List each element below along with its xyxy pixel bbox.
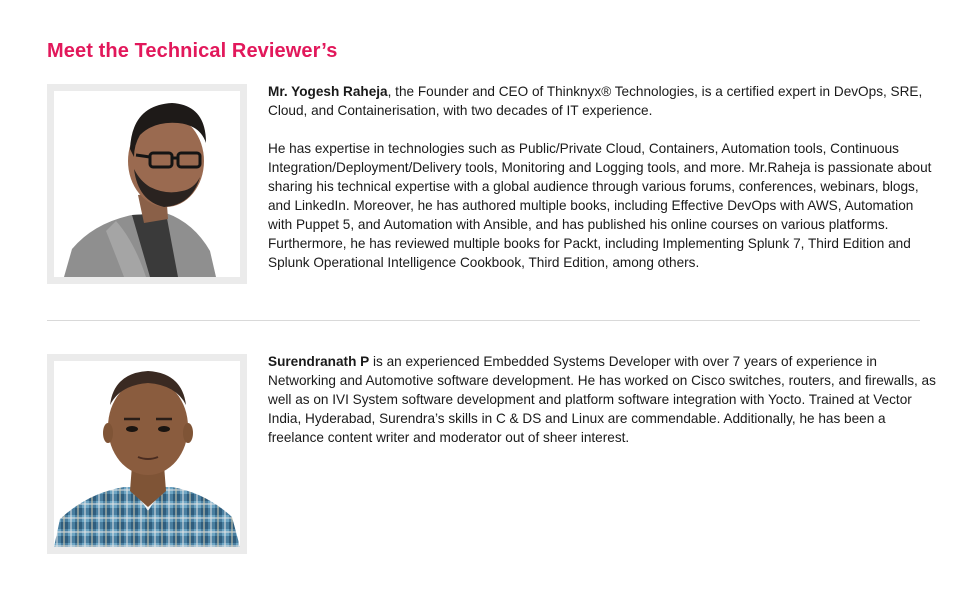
bio-paragraph xyxy=(268,82,940,120)
reviewer-name: Mr. Yogesh Raheja xyxy=(268,84,388,99)
reviewer-photo-frame xyxy=(47,354,247,554)
reviewer-bio xyxy=(268,82,940,291)
section-divider xyxy=(47,320,920,321)
reviewer-photo-yogesh xyxy=(54,91,240,277)
bio-paragraph: He has expertise in technologies such as Public/Private Cloud, Containers, Automation tools, Continuous Integration/Deployment/Delivery tools, Monitoring and Logging tools, and more. Mr.Raheja is passionate about sharing his technical expertise with a global audience through various forums, conferences, webinars, blogs, and LinkedIn. Moreover, he has authored multiple books, including Effective DevOps with AWS, Automation with Puppet 5, and Automation with Ansible, and has published his online courses on various platforms. Furthermore, he has reviewed multiple books for Packt, including Implementing Splunk 7, Third Edition and Splunk Operational Intelligence Cookbook, Third Edition, among others. xyxy=(268,141,932,270)
reviewer-photo-surendranath xyxy=(54,361,240,547)
reviewer-bio xyxy=(268,352,940,466)
bio-intro: is an experienced Embedded Systems Developer with over 7 years of experience in Networking and Automotive software development. He has worked on Cisco switches, routers, and firewalls, as well as on IVI System software development and platform software integration with Yocto. Trained at Vector India, Hyderabad, Surendra’s skills in C & DS and Linux are commendable. Additionally, he has been a freelance content writer and moderator out of sheer interest. xyxy=(268,354,936,445)
page-title: Meet the Technical Reviewer’s xyxy=(47,40,338,62)
bio-paragraph xyxy=(268,352,940,447)
reviewer-photo-frame xyxy=(47,84,247,284)
bio-intro: , the Founder and CEO of Thinknyx® Technologies, is a certified expert in DevOps, SRE, Cloud, and Containerisation, with two decades of IT experience. xyxy=(268,84,923,118)
reviewer-name: Surendranath P xyxy=(268,354,370,369)
